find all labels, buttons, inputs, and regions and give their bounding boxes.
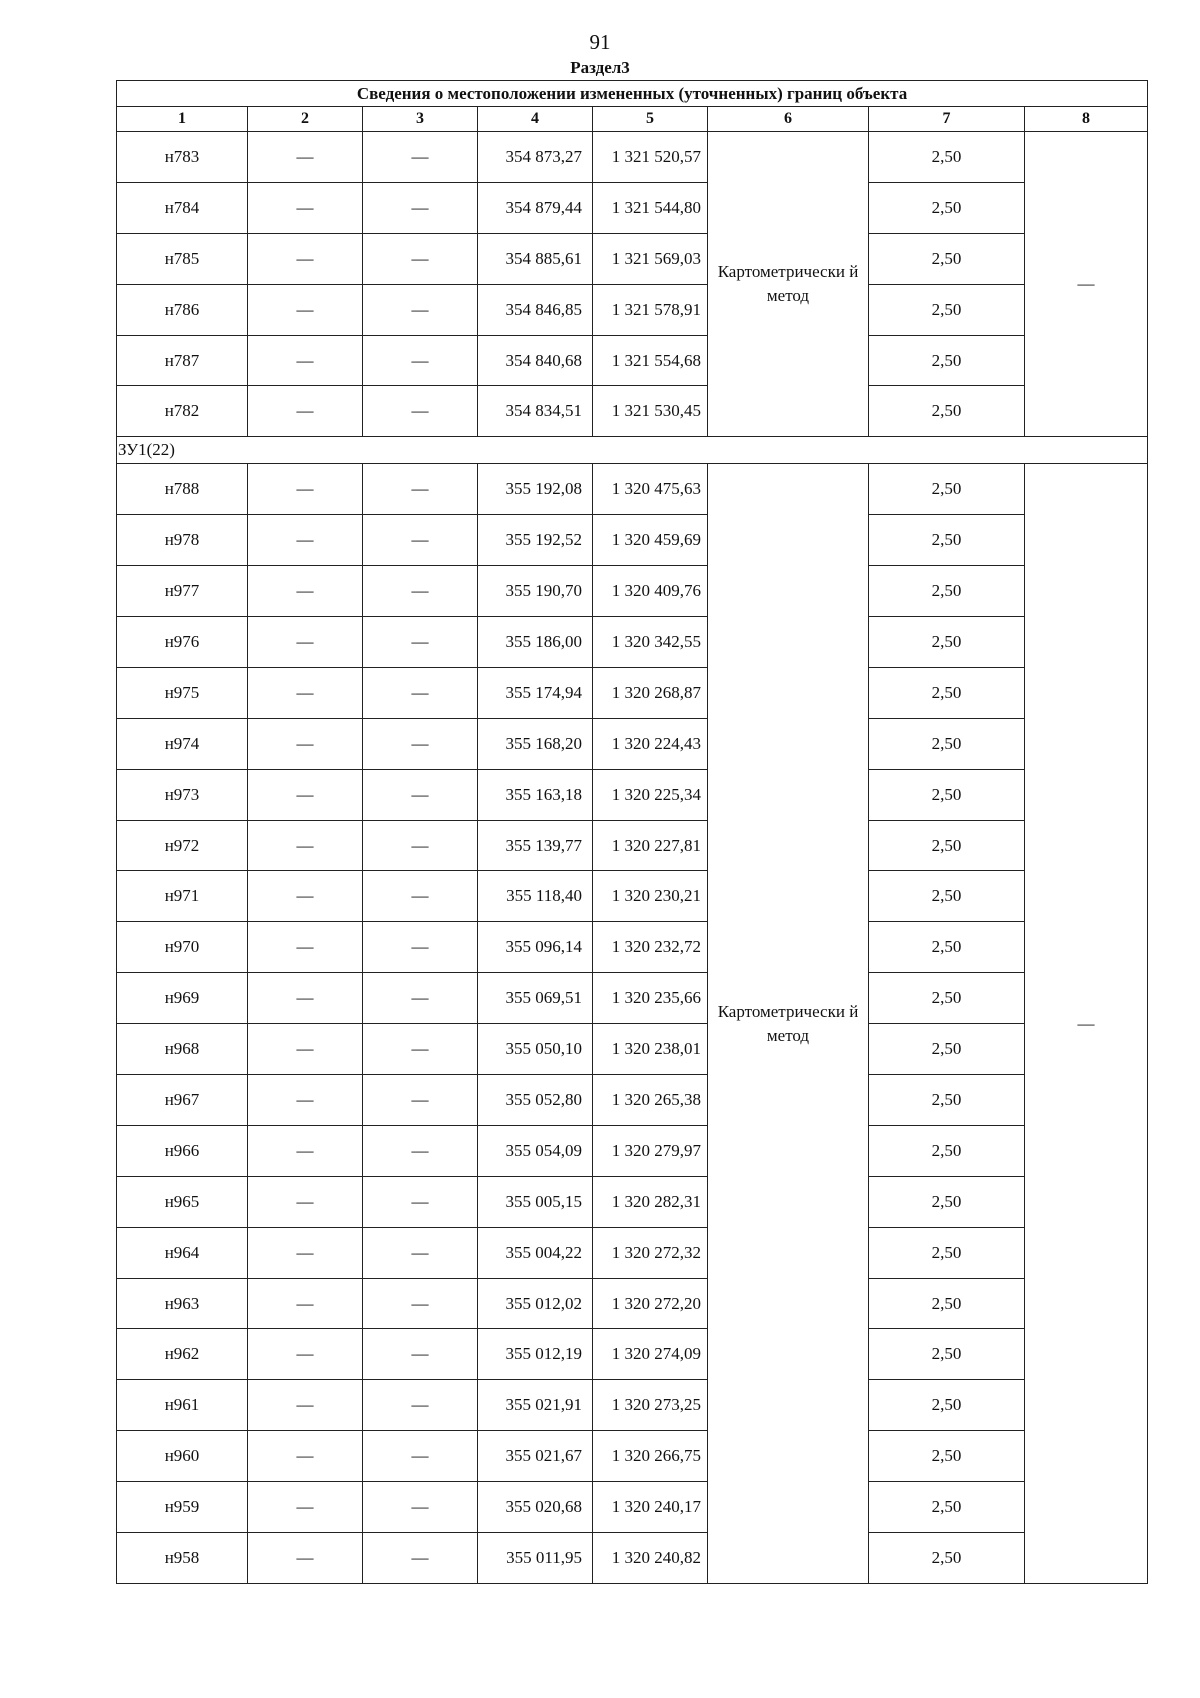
col3-cell: — <box>363 973 478 1024</box>
table-body <box>117 132 1148 1584</box>
col3-cell: — <box>363 1278 478 1329</box>
x-coordinate-cell: 355 069,51 <box>478 973 593 1024</box>
column-number-5: 5 <box>593 107 708 132</box>
col3-cell: — <box>363 820 478 871</box>
point-name-cell: н978 <box>117 515 248 566</box>
x-coordinate-cell: 355 192,52 <box>478 515 593 566</box>
col3-cell: — <box>363 1431 478 1482</box>
table-row <box>117 1125 1148 1176</box>
col3-cell: — <box>363 1533 478 1584</box>
y-coordinate-cell: 1 320 225,34 <box>593 769 708 820</box>
col2-cell: — <box>248 515 363 566</box>
y-coordinate-cell: 1 320 342,55 <box>593 617 708 668</box>
accuracy-cell: 2,50 <box>869 820 1025 871</box>
col3-cell: — <box>363 871 478 922</box>
y-coordinate-cell: 1 321 569,03 <box>593 233 708 284</box>
table-row <box>117 820 1148 871</box>
point-name-cell: н959 <box>117 1482 248 1533</box>
col2-cell: — <box>248 1380 363 1431</box>
point-name-cell: н783 <box>117 132 248 183</box>
col3-cell: — <box>363 386 478 437</box>
section-title: Раздел3 <box>570 58 630 77</box>
y-coordinate-cell: 1 320 230,21 <box>593 871 708 922</box>
point-name-cell: н965 <box>117 1176 248 1227</box>
col3-cell: — <box>363 1024 478 1075</box>
table-row <box>117 1278 1148 1329</box>
x-coordinate-cell: 355 012,19 <box>478 1329 593 1380</box>
y-coordinate-cell: 1 320 459,69 <box>593 515 708 566</box>
y-coordinate-cell: 1 320 240,82 <box>593 1533 708 1584</box>
col3-cell: — <box>363 182 478 233</box>
y-coordinate-cell: 1 320 475,63 <box>593 464 708 515</box>
col2-cell: — <box>248 335 363 386</box>
col2-cell: — <box>248 284 363 335</box>
table-row <box>117 973 1148 1024</box>
col2-cell: — <box>248 871 363 922</box>
point-name-cell: н785 <box>117 233 248 284</box>
y-coordinate-cell: 1 320 273,25 <box>593 1380 708 1431</box>
col3-cell: — <box>363 718 478 769</box>
point-name-cell: н961 <box>117 1380 248 1431</box>
col3-cell: — <box>363 1329 478 1380</box>
accuracy-cell: 2,50 <box>869 1075 1025 1126</box>
col2-cell: — <box>248 1482 363 1533</box>
y-coordinate-cell: 1 320 282,31 <box>593 1176 708 1227</box>
accuracy-cell: 2,50 <box>869 1380 1025 1431</box>
accuracy-cell: 2,50 <box>869 973 1025 1024</box>
column-number-2: 2 <box>248 107 363 132</box>
col2-cell: — <box>248 464 363 515</box>
x-coordinate-cell: 355 174,94 <box>478 667 593 718</box>
accuracy-cell: 2,50 <box>869 871 1025 922</box>
method-cell: Картометрически й метод <box>708 132 869 437</box>
y-coordinate-cell: 1 320 227,81 <box>593 820 708 871</box>
point-name-cell: н964 <box>117 1227 248 1278</box>
point-name-cell: н977 <box>117 566 248 617</box>
x-coordinate-cell: 355 118,40 <box>478 871 593 922</box>
column-number-3: 3 <box>363 107 478 132</box>
x-coordinate-cell: 355 163,18 <box>478 769 593 820</box>
x-coordinate-cell: 355 054,09 <box>478 1125 593 1176</box>
x-coordinate-cell: 355 139,77 <box>478 820 593 871</box>
x-coordinate-cell: 355 190,70 <box>478 566 593 617</box>
col2-cell: — <box>248 1024 363 1075</box>
accuracy-cell: 2,50 <box>869 464 1025 515</box>
boundary-coordinates-table <box>116 80 1148 1584</box>
column-number-4: 4 <box>478 107 593 132</box>
point-name-cell: н963 <box>117 1278 248 1329</box>
y-coordinate-cell: 1 320 272,20 <box>593 1278 708 1329</box>
table-row <box>117 464 1148 515</box>
column-number-6: 6 <box>708 107 869 132</box>
accuracy-cell: 2,50 <box>869 922 1025 973</box>
x-coordinate-cell: 355 012,02 <box>478 1278 593 1329</box>
col3-cell: — <box>363 922 478 973</box>
col2-cell: — <box>248 667 363 718</box>
group-label: ЗУ1(22) <box>117 437 1148 464</box>
y-coordinate-cell: 1 320 235,66 <box>593 973 708 1024</box>
col2-cell: — <box>248 1227 363 1278</box>
point-name-cell: н974 <box>117 718 248 769</box>
table-row <box>117 284 1148 335</box>
point-name-cell: н788 <box>117 464 248 515</box>
y-coordinate-cell: 1 320 240,17 <box>593 1482 708 1533</box>
column-number-7: 7 <box>869 107 1025 132</box>
table-row <box>117 718 1148 769</box>
point-name-cell: н975 <box>117 667 248 718</box>
table-row <box>117 386 1148 437</box>
column-number-8: 8 <box>1025 107 1148 132</box>
x-coordinate-cell: 355 005,15 <box>478 1176 593 1227</box>
x-coordinate-cell: 354 885,61 <box>478 233 593 284</box>
col2-cell: — <box>248 718 363 769</box>
method-cell: Картометрически й метод <box>708 464 869 1584</box>
accuracy-cell: 2,50 <box>869 132 1025 183</box>
table-title: Сведения о местоположении измененных (уточненных) границ объекта <box>117 81 1148 107</box>
col3-cell: — <box>363 1125 478 1176</box>
x-coordinate-cell: 355 021,67 <box>478 1431 593 1482</box>
point-name-cell: н784 <box>117 182 248 233</box>
accuracy-cell: 2,50 <box>869 182 1025 233</box>
point-name-cell: н960 <box>117 1431 248 1482</box>
col3-cell: — <box>363 617 478 668</box>
col3-cell: — <box>363 1075 478 1126</box>
table-row <box>117 769 1148 820</box>
col3-cell: — <box>363 1176 478 1227</box>
accuracy-cell: 2,50 <box>869 566 1025 617</box>
page-number: 91 <box>589 30 611 54</box>
y-coordinate-cell: 1 320 409,76 <box>593 566 708 617</box>
table-row <box>117 182 1148 233</box>
accuracy-cell: 2,50 <box>869 1278 1025 1329</box>
accuracy-cell: 2,50 <box>869 769 1025 820</box>
col2-cell: — <box>248 922 363 973</box>
accuracy-cell: 2,50 <box>869 1431 1025 1482</box>
table-row <box>117 1533 1148 1584</box>
accuracy-cell: 2,50 <box>869 617 1025 668</box>
col2-cell: — <box>248 1431 363 1482</box>
y-coordinate-cell: 1 321 554,68 <box>593 335 708 386</box>
x-coordinate-cell: 355 021,91 <box>478 1380 593 1431</box>
col2-cell: — <box>248 132 363 183</box>
col2-cell: — <box>248 233 363 284</box>
y-coordinate-cell: 1 321 544,80 <box>593 182 708 233</box>
point-name-cell: н782 <box>117 386 248 437</box>
x-coordinate-cell: 355 168,20 <box>478 718 593 769</box>
accuracy-cell: 2,50 <box>869 1482 1025 1533</box>
col2-cell: — <box>248 1125 363 1176</box>
col2-cell: — <box>248 820 363 871</box>
table-row <box>117 922 1148 973</box>
x-coordinate-cell: 355 020,68 <box>478 1482 593 1533</box>
point-name-cell: н973 <box>117 769 248 820</box>
y-coordinate-cell: 1 320 238,01 <box>593 1024 708 1075</box>
point-name-cell: н972 <box>117 820 248 871</box>
accuracy-cell: 2,50 <box>869 335 1025 386</box>
accuracy-cell: 2,50 <box>869 1176 1025 1227</box>
table-row <box>117 132 1148 183</box>
column-number-1: 1 <box>117 107 248 132</box>
table-row <box>117 1482 1148 1533</box>
table-row <box>117 233 1148 284</box>
col3-cell: — <box>363 233 478 284</box>
y-coordinate-cell: 1 320 272,32 <box>593 1227 708 1278</box>
table-row <box>117 1329 1148 1380</box>
x-coordinate-cell: 355 096,14 <box>478 922 593 973</box>
x-coordinate-cell: 354 846,85 <box>478 284 593 335</box>
point-name-cell: н968 <box>117 1024 248 1075</box>
col3-cell: — <box>363 1482 478 1533</box>
col2-cell: — <box>248 182 363 233</box>
point-name-cell: н969 <box>117 973 248 1024</box>
col3-cell: — <box>363 1227 478 1278</box>
table-row <box>117 335 1148 386</box>
col2-cell: — <box>248 566 363 617</box>
col3-cell: — <box>363 769 478 820</box>
y-coordinate-cell: 1 321 520,57 <box>593 132 708 183</box>
col2-cell: — <box>248 1278 363 1329</box>
point-name-cell: н958 <box>117 1533 248 1584</box>
accuracy-cell: 2,50 <box>869 1024 1025 1075</box>
accuracy-cell: 2,50 <box>869 667 1025 718</box>
y-coordinate-cell: 1 321 578,91 <box>593 284 708 335</box>
table-row <box>117 1176 1148 1227</box>
table-row <box>117 1024 1148 1075</box>
col8-cell: — <box>1025 464 1148 1584</box>
table-row <box>117 515 1148 566</box>
accuracy-cell: 2,50 <box>869 1329 1025 1380</box>
table-row <box>117 566 1148 617</box>
x-coordinate-cell: 355 186,00 <box>478 617 593 668</box>
col3-cell: — <box>363 284 478 335</box>
accuracy-cell: 2,50 <box>869 1125 1025 1176</box>
point-name-cell: н971 <box>117 871 248 922</box>
y-coordinate-cell: 1 320 232,72 <box>593 922 708 973</box>
col3-cell: — <box>363 667 478 718</box>
accuracy-cell: 2,50 <box>869 515 1025 566</box>
col8-cell: — <box>1025 132 1148 437</box>
point-name-cell: н966 <box>117 1125 248 1176</box>
col3-cell: — <box>363 464 478 515</box>
x-coordinate-cell: 354 873,27 <box>478 132 593 183</box>
accuracy-cell: 2,50 <box>869 386 1025 437</box>
accuracy-cell: 2,50 <box>869 718 1025 769</box>
y-coordinate-cell: 1 320 268,87 <box>593 667 708 718</box>
y-coordinate-cell: 1 321 530,45 <box>593 386 708 437</box>
table-row <box>117 667 1148 718</box>
col2-cell: — <box>248 386 363 437</box>
x-coordinate-cell: 355 011,95 <box>478 1533 593 1584</box>
accuracy-cell: 2,50 <box>869 1533 1025 1584</box>
point-name-cell: н786 <box>117 284 248 335</box>
point-name-cell: н976 <box>117 617 248 668</box>
point-name-cell: н970 <box>117 922 248 973</box>
col2-cell: — <box>248 1176 363 1227</box>
table-row <box>117 1227 1148 1278</box>
table-row <box>117 1075 1148 1126</box>
col3-cell: — <box>363 566 478 617</box>
col2-cell: — <box>248 769 363 820</box>
y-coordinate-cell: 1 320 266,75 <box>593 1431 708 1482</box>
accuracy-cell: 2,50 <box>869 284 1025 335</box>
x-coordinate-cell: 354 840,68 <box>478 335 593 386</box>
point-name-cell: н967 <box>117 1075 248 1126</box>
accuracy-cell: 2,50 <box>869 233 1025 284</box>
col2-cell: — <box>248 1533 363 1584</box>
col2-cell: — <box>248 617 363 668</box>
point-name-cell: н787 <box>117 335 248 386</box>
x-coordinate-cell: 355 052,80 <box>478 1075 593 1126</box>
y-coordinate-cell: 1 320 279,97 <box>593 1125 708 1176</box>
column-number-row <box>117 107 1148 132</box>
table-row <box>117 1431 1148 1482</box>
group-label-row <box>117 437 1148 464</box>
col3-cell: — <box>363 335 478 386</box>
y-coordinate-cell: 1 320 224,43 <box>593 718 708 769</box>
col2-cell: — <box>248 973 363 1024</box>
point-name-cell: н962 <box>117 1329 248 1380</box>
table-row <box>117 1380 1148 1431</box>
x-coordinate-cell: 355 192,08 <box>478 464 593 515</box>
x-coordinate-cell: 354 879,44 <box>478 182 593 233</box>
y-coordinate-cell: 1 320 265,38 <box>593 1075 708 1126</box>
y-coordinate-cell: 1 320 274,09 <box>593 1329 708 1380</box>
x-coordinate-cell: 355 004,22 <box>478 1227 593 1278</box>
col3-cell: — <box>363 1380 478 1431</box>
table-row <box>117 617 1148 668</box>
col2-cell: — <box>248 1329 363 1380</box>
table-row <box>117 871 1148 922</box>
x-coordinate-cell: 354 834,51 <box>478 386 593 437</box>
col3-cell: — <box>363 132 478 183</box>
x-coordinate-cell: 355 050,10 <box>478 1024 593 1075</box>
col2-cell: — <box>248 1075 363 1126</box>
accuracy-cell: 2,50 <box>869 1227 1025 1278</box>
col3-cell: — <box>363 515 478 566</box>
